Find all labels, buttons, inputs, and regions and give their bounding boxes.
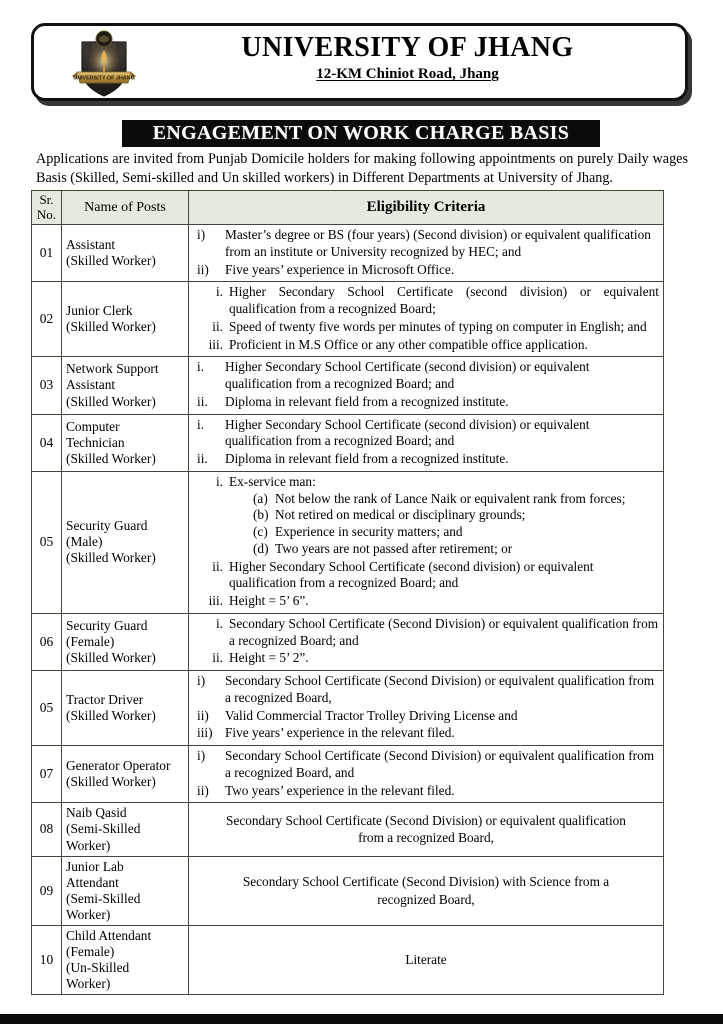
- eligibility-subitem-text: Experience in security matters; and: [275, 524, 463, 540]
- eligibility-list: [193, 474, 659, 611]
- post-name-line: (Skilled Worker): [66, 253, 156, 269]
- eligibility-sublist: [229, 491, 659, 558]
- eligibility-line: recognized Board,: [377, 891, 475, 907]
- post-name-line: Worker): [66, 906, 111, 922]
- eligibility-item-text: [229, 650, 659, 668]
- cell-eligibility: [189, 225, 664, 282]
- eligibility-item-marker: i.: [215, 615, 223, 631]
- cell-eligibility: [189, 671, 664, 746]
- eligibility-item-text: [225, 783, 659, 801]
- post-name-line: Worker): [66, 837, 111, 853]
- eligibility-list: [193, 417, 659, 469]
- eligibility-subitem-text: Not retired on medical or disciplinary grounds;: [275, 507, 526, 523]
- cell-eligibility: [189, 414, 664, 471]
- cell-eligibility: [189, 746, 664, 803]
- eligibility-item-marker: ii): [197, 782, 209, 798]
- cell-post-name: [62, 357, 189, 414]
- post-name-line: Computer: [66, 418, 120, 434]
- eligibility-item-marker: iii): [197, 725, 213, 741]
- eligibility-item-text-value: Master’s degree or BS (four years) (Second division) or equivalent qualification from an institute or University recognized by HEC; and: [225, 227, 651, 259]
- table-row: [32, 856, 664, 925]
- eligibility-item: [193, 262, 659, 280]
- cell-eligibility: [189, 471, 664, 613]
- post-name-line: (Male): [66, 534, 103, 550]
- eligibility-item: [193, 748, 659, 783]
- eligibility-subitem: [229, 507, 659, 524]
- table-row: [32, 471, 664, 613]
- posts-table-container: [31, 190, 663, 995]
- post-name-line: (Skilled Worker): [66, 393, 156, 409]
- eligibility-item-text-value: Five years’ experience in the relevant filed.: [225, 725, 455, 741]
- eligibility-item-text-value: Higher Secondary School Certificate (second division) or equivalent qualification from a recognized Board; and: [225, 359, 590, 392]
- eligibility-item-text-value: Height = 5’ 6”.: [229, 593, 309, 609]
- eligibility-item-text-value: Higher Secondary School Certificate (second division) or equivalent qualification from a recognized Board; and: [229, 558, 594, 591]
- post-name-line: (Skilled Worker): [66, 450, 156, 466]
- post-name-line: Network Support: [66, 361, 159, 377]
- cell-sr-no: 10: [32, 925, 62, 994]
- eligibility-item: [193, 673, 659, 708]
- eligibility-item-text-value: Higher Secondary School Certificate (second division) or equivalent qualification from a recognized Board;: [229, 284, 659, 317]
- eligibility-item-marker: ii): [197, 707, 209, 723]
- cell-post-name: [62, 282, 189, 357]
- post-name-line: Technician: [66, 434, 125, 450]
- eligibility-item-text-value: Five years’ experience in Microsoft Office.: [225, 261, 455, 277]
- table-row: [32, 357, 664, 414]
- eligibility-item-marker: ii.: [197, 451, 208, 467]
- eligibility-item-marker: iii.: [208, 593, 223, 609]
- eligibility-item-marker: i): [197, 673, 206, 689]
- column-header-sr-no: [32, 191, 62, 225]
- table-row: [32, 671, 664, 746]
- eligibility-item: [193, 474, 659, 559]
- bottom-black-bar: [0, 1014, 723, 1024]
- posts-table: [31, 190, 664, 995]
- eligibility-item-marker: ii.: [212, 558, 223, 574]
- cell-sr-no: 06: [32, 613, 62, 670]
- eligibility-item-text: [225, 417, 659, 452]
- eligibility-subitem-text: Two years are not passed after retirement; or: [275, 540, 513, 556]
- eligibility-list: [193, 748, 659, 800]
- table-row: [32, 414, 664, 471]
- university-address: 12-KM Chiniot Road, Jhang: [316, 66, 499, 83]
- eligibility-item: [193, 725, 659, 743]
- eligibility-item-marker: ii.: [212, 318, 223, 334]
- cell-sr-no: 08: [32, 803, 62, 856]
- eligibility-item-marker: ii.: [197, 393, 208, 409]
- eligibility-item-text: [225, 227, 659, 262]
- eligibility-line: from a recognized Board,: [358, 830, 494, 846]
- eligibility-item-marker: i): [197, 227, 206, 243]
- eligibility-item-text-value: Diploma in relevant field from a recognized institute.: [225, 451, 509, 467]
- cell-post-name: [62, 414, 189, 471]
- eligibility-item-marker: i.: [197, 359, 205, 375]
- post-name-line: Junior Lab: [66, 858, 124, 874]
- cell-post-name: [62, 613, 189, 670]
- cell-sr-no: 01: [32, 225, 62, 282]
- table-row: [32, 282, 664, 357]
- column-header-name-of-posts: Name of Posts: [62, 191, 189, 225]
- eligibility-item-marker: ii.: [212, 650, 223, 666]
- header-titles: [144, 32, 671, 83]
- post-name-line: (Semi-Skilled: [66, 890, 141, 906]
- sr-no-line1: Sr.: [39, 192, 54, 207]
- post-name-line: (Female): [66, 633, 115, 649]
- eligibility-line: Literate: [405, 952, 447, 968]
- cell-eligibility: [189, 925, 664, 994]
- post-name-line: Attendant: [66, 874, 119, 890]
- eligibility-item: [193, 284, 659, 319]
- table-row: [32, 746, 664, 803]
- eligibility-item: [193, 559, 659, 594]
- post-name-line: (Skilled Worker): [66, 708, 156, 724]
- eligibility-item: [193, 616, 659, 651]
- eligibility-item-text: [225, 708, 659, 726]
- eligibility-line: Secondary School Certificate (Second Division) or equivalent qualification: [226, 813, 626, 829]
- post-name-line: (Un-Skilled: [66, 960, 130, 976]
- eligibility-subitem: [229, 541, 659, 558]
- cell-post-name: [62, 856, 189, 925]
- cell-post-name: [62, 746, 189, 803]
- eligibility-item: [193, 359, 659, 394]
- eligibility-item-text-value: Valid Commercial Tractor Trolley Driving License and: [225, 707, 518, 723]
- eligibility-subitem-text: Not below the rank of Lance Naik or equivalent rank from forces;: [275, 490, 626, 506]
- cell-post-name: [62, 671, 189, 746]
- eligibility-list: [193, 227, 659, 279]
- table-row: [32, 225, 664, 282]
- eligibility-item-marker: i): [197, 748, 206, 764]
- eligibility-item-text: [229, 593, 659, 611]
- cell-sr-no: 05: [32, 671, 62, 746]
- cell-sr-no: 09: [32, 856, 62, 925]
- eligibility-item: [193, 451, 659, 469]
- eligibility-item: [193, 394, 659, 412]
- eligibility-subitem-marker: (d): [253, 540, 269, 556]
- post-name-line: (Semi-Skilled: [66, 821, 141, 837]
- post-name-line: Worker): [66, 976, 111, 992]
- post-name-line: Security Guard: [66, 518, 148, 534]
- eligibility-item-text: [229, 319, 659, 337]
- eligibility-item-text-value: Secondary School Certificate (Second Division) or equivalent qualification from a recognized Board; and: [229, 615, 659, 648]
- eligibility-item-text: [229, 616, 659, 651]
- eligibility-subitem-marker: (b): [253, 507, 269, 523]
- cell-post-name: [62, 925, 189, 994]
- eligibility-item: [193, 783, 659, 801]
- cell-sr-no: 05: [32, 471, 62, 613]
- cell-eligibility: [189, 856, 664, 925]
- intro-paragraph: Applications are invited from Punjab Domicile holders for making following appointments on purely Daily wages Basis (Skilled, Semi-skilled and Un skilled workers) in Different Departments at University of Jhang.: [36, 151, 688, 186]
- eligibility-item: [193, 417, 659, 452]
- eligibility-line: Secondary School Certificate (Second Division) with Science from a: [242, 874, 610, 890]
- eligibility-list: [193, 616, 659, 668]
- university-crest-icon: [68, 30, 140, 100]
- eligibility-item-text-value: Diploma in relevant field from a recognized institute.: [225, 393, 509, 409]
- eligibility-item-text-value: Speed of twenty five words per minutes of typing on computer in English; and: [229, 318, 647, 334]
- eligibility-item-marker: i.: [215, 473, 223, 489]
- eligibility-subitem-marker: (c): [253, 524, 268, 540]
- eligibility-item-text: [229, 337, 659, 355]
- post-name-line: (Skilled Worker): [66, 774, 156, 790]
- eligibility-item-marker: i.: [197, 416, 205, 432]
- cell-sr-no: 03: [32, 357, 62, 414]
- cell-sr-no: 07: [32, 746, 62, 803]
- eligibility-item-marker: ii): [197, 261, 209, 277]
- post-name-line: Generator Operator: [66, 758, 171, 774]
- eligibility-item-text: [225, 673, 659, 708]
- eligibility-item-marker: i.: [215, 284, 223, 300]
- eligibility-list: [193, 673, 659, 743]
- eligibility-item-text: [225, 359, 659, 394]
- eligibility-list: [193, 359, 659, 411]
- sr-no-line2: No.: [36, 206, 57, 222]
- crest-banner-text: UNIVERSITY OF JHANG: [73, 75, 135, 82]
- eligibility-item-text: [225, 262, 659, 280]
- cell-sr-no: 04: [32, 414, 62, 471]
- eligibility-item: [193, 337, 659, 355]
- eligibility-item-marker: iii.: [208, 336, 223, 352]
- table-header-row: [32, 191, 664, 225]
- post-name-line: (Skilled Worker): [66, 650, 156, 665]
- table-head: [32, 191, 664, 225]
- post-name-line: Assistant: [66, 377, 116, 393]
- post-name-line: Junior Clerk: [66, 303, 133, 319]
- cell-eligibility: [189, 803, 664, 856]
- post-name-line: Child Attendant: [66, 927, 152, 943]
- eligibility-item-text-value: Secondary School Certificate (Second Division) or equivalent qualification from a recognized Board, and: [225, 748, 655, 780]
- eligibility-item-text-value: Proficient in M.S Office or any other compatible office application.: [229, 336, 588, 352]
- column-header-eligibility-criteria: Eligibility Criteria: [189, 191, 664, 225]
- post-name-line: (Female): [66, 943, 115, 959]
- cell-eligibility: [189, 613, 664, 670]
- cell-eligibility: [189, 357, 664, 414]
- eligibility-subitem-marker: (a): [253, 490, 268, 506]
- eligibility-item: [193, 319, 659, 337]
- table-body: [32, 225, 664, 995]
- eligibility-item-text-value: Two years’ experience in the relevant filed.: [225, 782, 455, 798]
- eligibility-item: [193, 593, 659, 611]
- cell-post-name: [62, 471, 189, 613]
- eligibility-item-text: [225, 451, 659, 469]
- table-row: [32, 925, 664, 994]
- eligibility-item: [193, 227, 659, 262]
- eligibility-item: [193, 708, 659, 726]
- post-name-line: Tractor Driver: [66, 692, 144, 708]
- eligibility-item-text-value: Height = 5’ 2”.: [229, 650, 309, 666]
- table-row: [32, 803, 664, 856]
- post-name-line: Naib Qasid: [66, 805, 127, 821]
- eligibility-item-text: [229, 559, 659, 594]
- eligibility-list: [193, 284, 659, 354]
- eligibility-item-text-value: Ex-service man:: [229, 473, 316, 489]
- university-name: UNIVERSITY OF JHANG: [241, 32, 574, 63]
- eligibility-item-text-value: Higher Secondary School Certificate (second division) or equivalent qualification from a recognized Board; and: [225, 416, 590, 449]
- eligibility-item-text: [225, 394, 659, 412]
- page-title-banner: ENGAGEMENT ON WORK CHARGE BASIS: [122, 120, 600, 147]
- cell-post-name: [62, 803, 189, 856]
- post-name-line: (Skilled Worker): [66, 319, 156, 335]
- cell-sr-no: 02: [32, 282, 62, 357]
- cell-eligibility: [189, 282, 664, 357]
- eligibility-item-text: [225, 748, 659, 783]
- eligibility-subitem: [229, 524, 659, 541]
- eligibility-subitem: [229, 491, 659, 508]
- post-name-line: Security Guard: [66, 617, 148, 633]
- cell-post-name: [62, 225, 189, 282]
- eligibility-item-text: [225, 725, 659, 743]
- post-name-line: Assistant: [66, 237, 116, 253]
- eligibility-item-text: [229, 474, 659, 559]
- header-box: [31, 23, 688, 101]
- eligibility-item-text-value: Secondary School Certificate (Second Division) or equivalent qualification from a recognized Board,: [225, 673, 655, 705]
- post-name-line: (Skilled Worker): [66, 550, 156, 566]
- eligibility-item: [193, 650, 659, 668]
- table-row: [32, 613, 664, 670]
- eligibility-item-text: [229, 284, 659, 319]
